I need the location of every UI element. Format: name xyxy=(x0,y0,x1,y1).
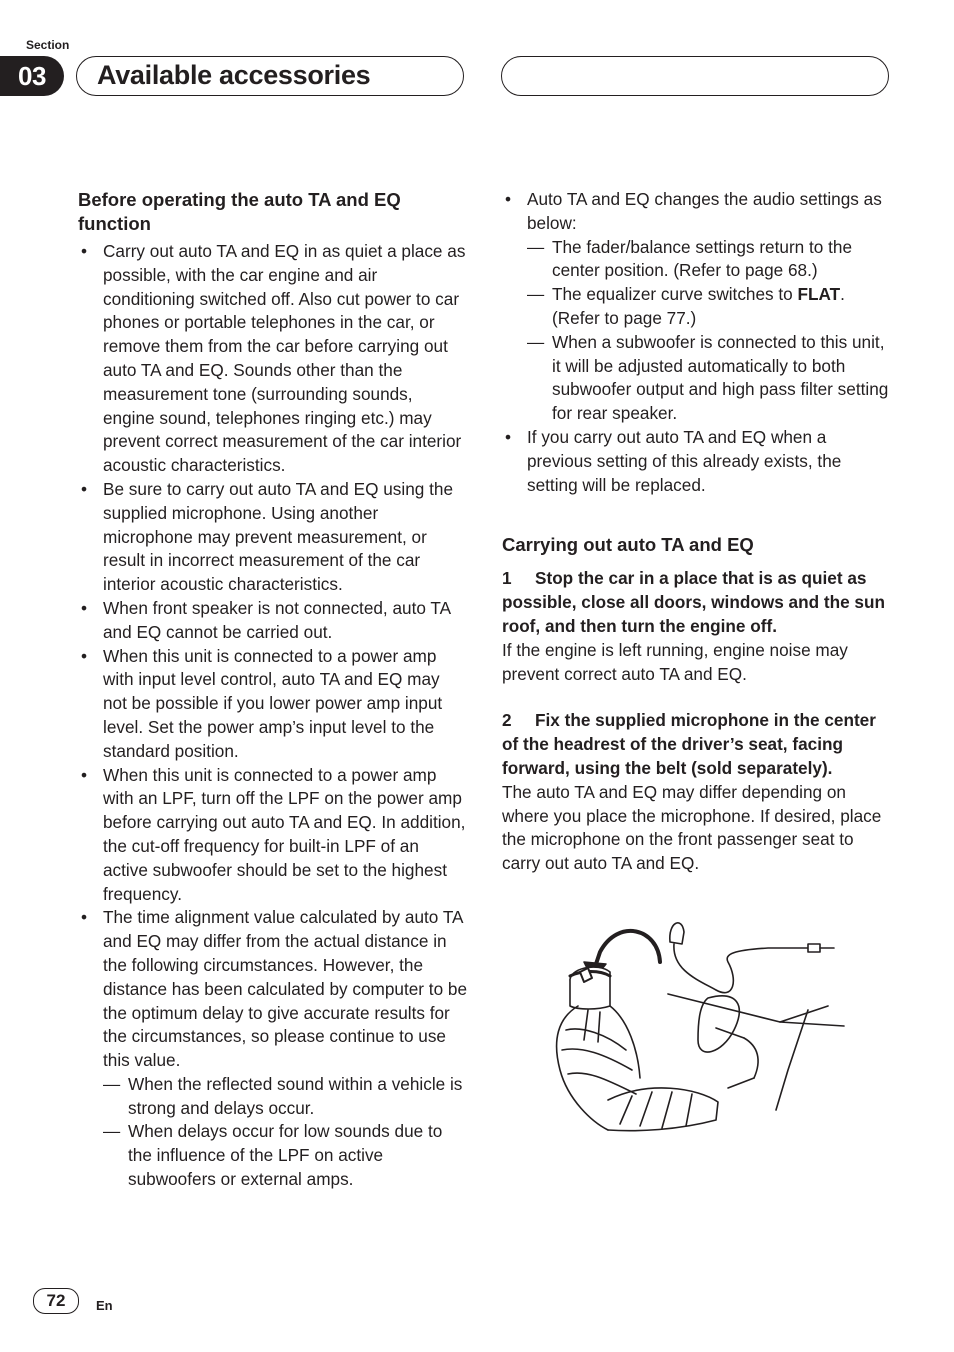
list-item: • When this unit is connected to a power amp with an LPF, turn off the LPF on the power amp before carrying out auto TA and EQ. In addition, the cut-off frequency for built-in LPF of an active subwoofer should be set to the highest frequency. xyxy=(78,764,468,907)
settings-list xyxy=(502,188,894,497)
sub-text: The equalizer curve switches to xyxy=(552,284,798,305)
section-label: Section xyxy=(26,38,70,52)
precaution-list xyxy=(78,240,468,1192)
list-item-text: • Auto TA and EQ changes the audio settings as below: xyxy=(527,189,882,233)
left-heading: Before operating the auto TA and EQ function xyxy=(78,189,401,234)
step-text: Fix the supplied microphone in the center of the headrest of the driver’s seat, facing forward, using the belt (sold separately). xyxy=(502,710,876,778)
step-number: 1 xyxy=(502,568,512,589)
list-item: • Be sure to carry out auto TA and EQ using the supplied microphone. Using another microphone may prevent measurement, or result in incorrect measurement of the car interior acoustic characteristics. xyxy=(78,478,468,597)
step-1-title xyxy=(502,567,894,638)
list-item: • Carry out auto TA and EQ in as quiet a place as possible, with the car engine and air conditioning switched off. Also cut power to car phones or portable telephones in the car, or remove them from the car before carrying out auto TA and EQ. Sounds other than the measurement tone (surrounding sounds, engine sound, telephones ringing etc.) may prevent correct measurement of the car interior acoustic characteristics. xyxy=(78,240,468,478)
left-column xyxy=(78,188,468,1192)
step-text: Stop the car in a place that is as quiet as possible, close all doors, windows and the sun roof, and then turn the engine off. xyxy=(502,568,885,636)
sub-list-item: — When the reflected sound within a vehicle is strong and delays occur. xyxy=(103,1073,468,1121)
flat-label: FLAT xyxy=(797,284,841,305)
right-header-bar xyxy=(501,56,889,96)
step-number: 2 xyxy=(502,710,512,731)
language-label: En xyxy=(96,1298,113,1313)
step-2-body: The auto TA and EQ may differ depending on where you place the microphone. If desired, place the microphone on the front passenger seat to carry out auto TA and EQ. xyxy=(502,781,882,874)
list-item: • When this unit is connected to a power amp with input level control, auto TA and EQ may not be possible if you lower power amp input level. Set the power amp’s input level to the standard position. xyxy=(78,645,468,764)
list-item-text: • The time alignment value calculated by auto TA and EQ may differ from the actual distance in the following circumstances. However, the distance has been calculated by computer to be the optimum delay to give accurate results for the circumstances, so please continue to use this value. xyxy=(103,907,468,1071)
page-number: 72 xyxy=(33,1288,79,1314)
page-title: Available accessories xyxy=(97,60,371,90)
sub-list-item xyxy=(527,283,894,331)
sub-list-item: — When a subwoofer is connected to this unit, it will be adjusted automatically to both subwoofer output and high pass filter setting for rear speaker. xyxy=(527,331,894,426)
sub-text: . (Refer to page 77.) xyxy=(552,284,845,328)
list-item: • If you carry out auto TA and EQ when a previous setting of this already exists, the setting will be replaced. xyxy=(502,426,894,497)
list-item xyxy=(78,906,468,1192)
sub-list xyxy=(103,1073,468,1192)
list-item: • When front speaker is not connected, auto TA and EQ cannot be carried out. xyxy=(78,597,468,645)
sub-list xyxy=(527,236,894,426)
step-2-title xyxy=(502,709,894,780)
right-heading: Carrying out auto TA and EQ xyxy=(502,534,754,556)
sub-list-item: — The fader/balance settings return to the center position. (Refer to page 68.) xyxy=(527,236,894,284)
title-bar xyxy=(76,56,464,96)
step-1-body: If the engine is left running, engine noise may prevent correct auto TA and EQ. xyxy=(502,639,848,684)
sub-list-item: — When delays occur for low sounds due to the influence of the LPF on active subwoofers or external amps. xyxy=(103,1120,468,1191)
right-column xyxy=(502,188,894,876)
microphone-on-headrest-illustration xyxy=(548,910,848,1135)
list-item xyxy=(502,188,894,426)
section-number-badge: 03 xyxy=(0,56,64,96)
